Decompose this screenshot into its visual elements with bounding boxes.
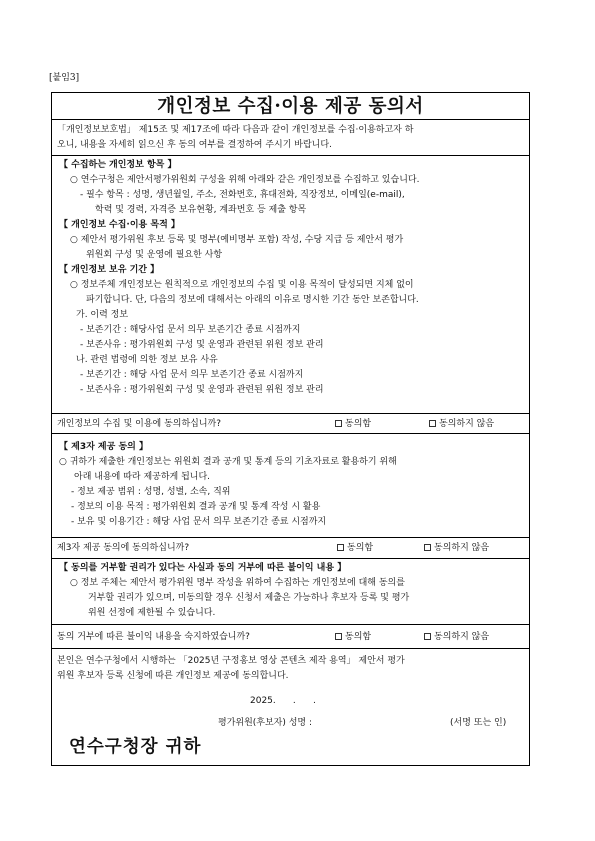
third-party-section — [52, 434, 529, 538]
body-line: 가. 이력 정보 — [76, 310, 129, 320]
body-line: 나. 관련 법령에 의한 정보 보유 사유 — [76, 355, 218, 365]
name-label: 평가위원(후보자) 성명 : — [218, 718, 313, 728]
checkbox-icon[interactable] — [335, 633, 342, 640]
section-heading: 【 수집하는 개인정보 항목 】 — [59, 160, 177, 170]
annex-label: [붙임3] — [49, 73, 80, 83]
body-line: 파기합니다. 단, 다음의 정보에 대해서는 아래의 이유로 명시한 기간 동안 보존합니다. — [86, 295, 419, 305]
checkbox-icon[interactable] — [424, 633, 431, 640]
signature-label: (서명 또는 인) — [450, 718, 507, 728]
statement-line: 위원 후보자 등록 신청에 따른 개인정보 제공에 동의합니다. — [57, 671, 289, 681]
collection-section — [52, 156, 529, 414]
section-heading: 【 개인정보 보유 기간 】 — [59, 265, 160, 275]
body-line: ○ 귀하가 제출한 개인정보는 위원회 결과 공개 및 통계 등의 기초자료로 활용하기 위해 — [59, 457, 397, 467]
body-line: - 보유 및 이용기간 : 해당 사업 문서 의무 보존기간 종료 시점까지 — [71, 517, 327, 527]
agree-option[interactable]: 동의함 — [335, 631, 371, 643]
body-line: - 보존사유 : 평가위원회 구성 및 운영과 관련된 위원 정보 관리 — [80, 385, 324, 395]
agree-option[interactable]: 동의함 — [335, 418, 371, 430]
checkbox-icon[interactable] — [424, 544, 431, 551]
title-section — [52, 93, 529, 120]
body-line: 거부할 권리가 있으며, 미동의할 경우 신청서 제출은 가능하나 후보자 등록 및 평가 — [88, 593, 410, 603]
body-line: - 보존사유 : 평가위원회 구성 및 운영과 관련된 위원 정보 관리 — [80, 340, 324, 350]
body-line: 위원회 구성 및 운영에 필요한 사항 — [86, 250, 223, 260]
body-line: ○ 연수구청은 제안서평가위원회 구성을 위해 아래와 같은 개인정보를 수집하고 있습니다. — [70, 175, 420, 185]
disagree-option[interactable]: 동의하지 않음 — [429, 418, 494, 430]
consent-row-refusal — [52, 625, 529, 649]
agree-option[interactable]: 동의함 — [337, 542, 373, 554]
body-line: - 보존기간 : 해당사업 문서 의무 보존기간 종료 시점까지 — [80, 325, 301, 335]
consent-question: 개인정보의 수집 및 이용에 동의하십니까? — [57, 419, 222, 429]
refusal-section — [52, 559, 529, 625]
body-line: 위원 선정에 제한될 수 있습니다. — [88, 608, 216, 618]
body-line: 아래 내용에 따라 제공하게 됩니다. — [74, 472, 211, 482]
consent-question: 제3자 제공 동의에 동의하십니까? — [57, 543, 190, 553]
body-line: - 정보의 이용 목적 : 평가위원회 결과 공개 및 통계 작성 시 활용 — [71, 502, 321, 512]
consent-question: 동의 거부에 따른 불이익 내용을 숙지하였습니까? — [57, 632, 250, 642]
disagree-option[interactable]: 동의하지 않음 — [424, 631, 489, 643]
body-line: ○ 정보 주체는 제안서 평가위원 명부 작성을 위하여 수집하는 개인정보에 대해 동의를 — [70, 578, 405, 588]
checkbox-icon[interactable] — [429, 420, 436, 427]
intro-line: 오니, 내용을 자세히 읽으신 후 동의 여부를 결정하여 주시기 바랍니다. — [57, 140, 332, 150]
consent-form — [51, 92, 530, 766]
body-line: - 정보 제공 범위 : 성명, 성별, 소속, 직위 — [71, 487, 231, 497]
body-line: - 필수 항목 : 성명, 생년월일, 주소, 전화번호, 휴대전화, 직장정보, 이메일(e-mail), — [80, 190, 405, 200]
checkbox-icon[interactable] — [337, 544, 344, 551]
body-line: ○ 제안서 평가위원 후보 등록 및 명부(예비명부 포함) 작성, 수당 지급 등 제안서 평가 — [70, 235, 404, 245]
section-heading: 【 동의를 거부할 권리가 있다는 사실과 동의 거부에 따른 불이익 내용 】 — [59, 563, 347, 573]
body-line: ○ 정보주체 개인정보는 원칙적으로 개인정보의 수집 및 이용 목적이 달성되면 지체 없이 — [70, 280, 414, 290]
addressee: 연수구청장 귀하 — [69, 737, 202, 757]
disagree-option[interactable]: 동의하지 않음 — [424, 542, 489, 554]
consent-row-third-party — [52, 538, 529, 559]
body-line: - 보존기간 : 해당 사업 문서 의무 보존기간 종료 시점까지 — [80, 370, 304, 380]
section-heading: 【 제3자 제공 동의 】 — [59, 442, 148, 452]
date-field[interactable]: 2025. . . — [250, 696, 316, 706]
body-line: 학력 및 경력, 자격증 보유현황, 계좌번호 등 제출 항목 — [95, 205, 307, 215]
intro-line: 「개인정보보호법」 제15조 및 제17조에 따라 다음과 같이 개인정보를 수집·이용하고자 하 — [57, 125, 414, 135]
checkbox-icon[interactable] — [335, 420, 342, 427]
page-title: 개인정보 수집·이용 제공 동의서 — [157, 96, 424, 117]
section-heading: 【 개인정보 수집·이용 목적 】 — [59, 220, 180, 230]
statement-line: 본인은 연수구청에서 시행하는 「2025년 구정홍보 영상 콘텐츠 제작 용역」 제안서 평가 — [57, 656, 405, 666]
consent-row-collection — [52, 414, 529, 434]
intro-section — [52, 120, 529, 156]
